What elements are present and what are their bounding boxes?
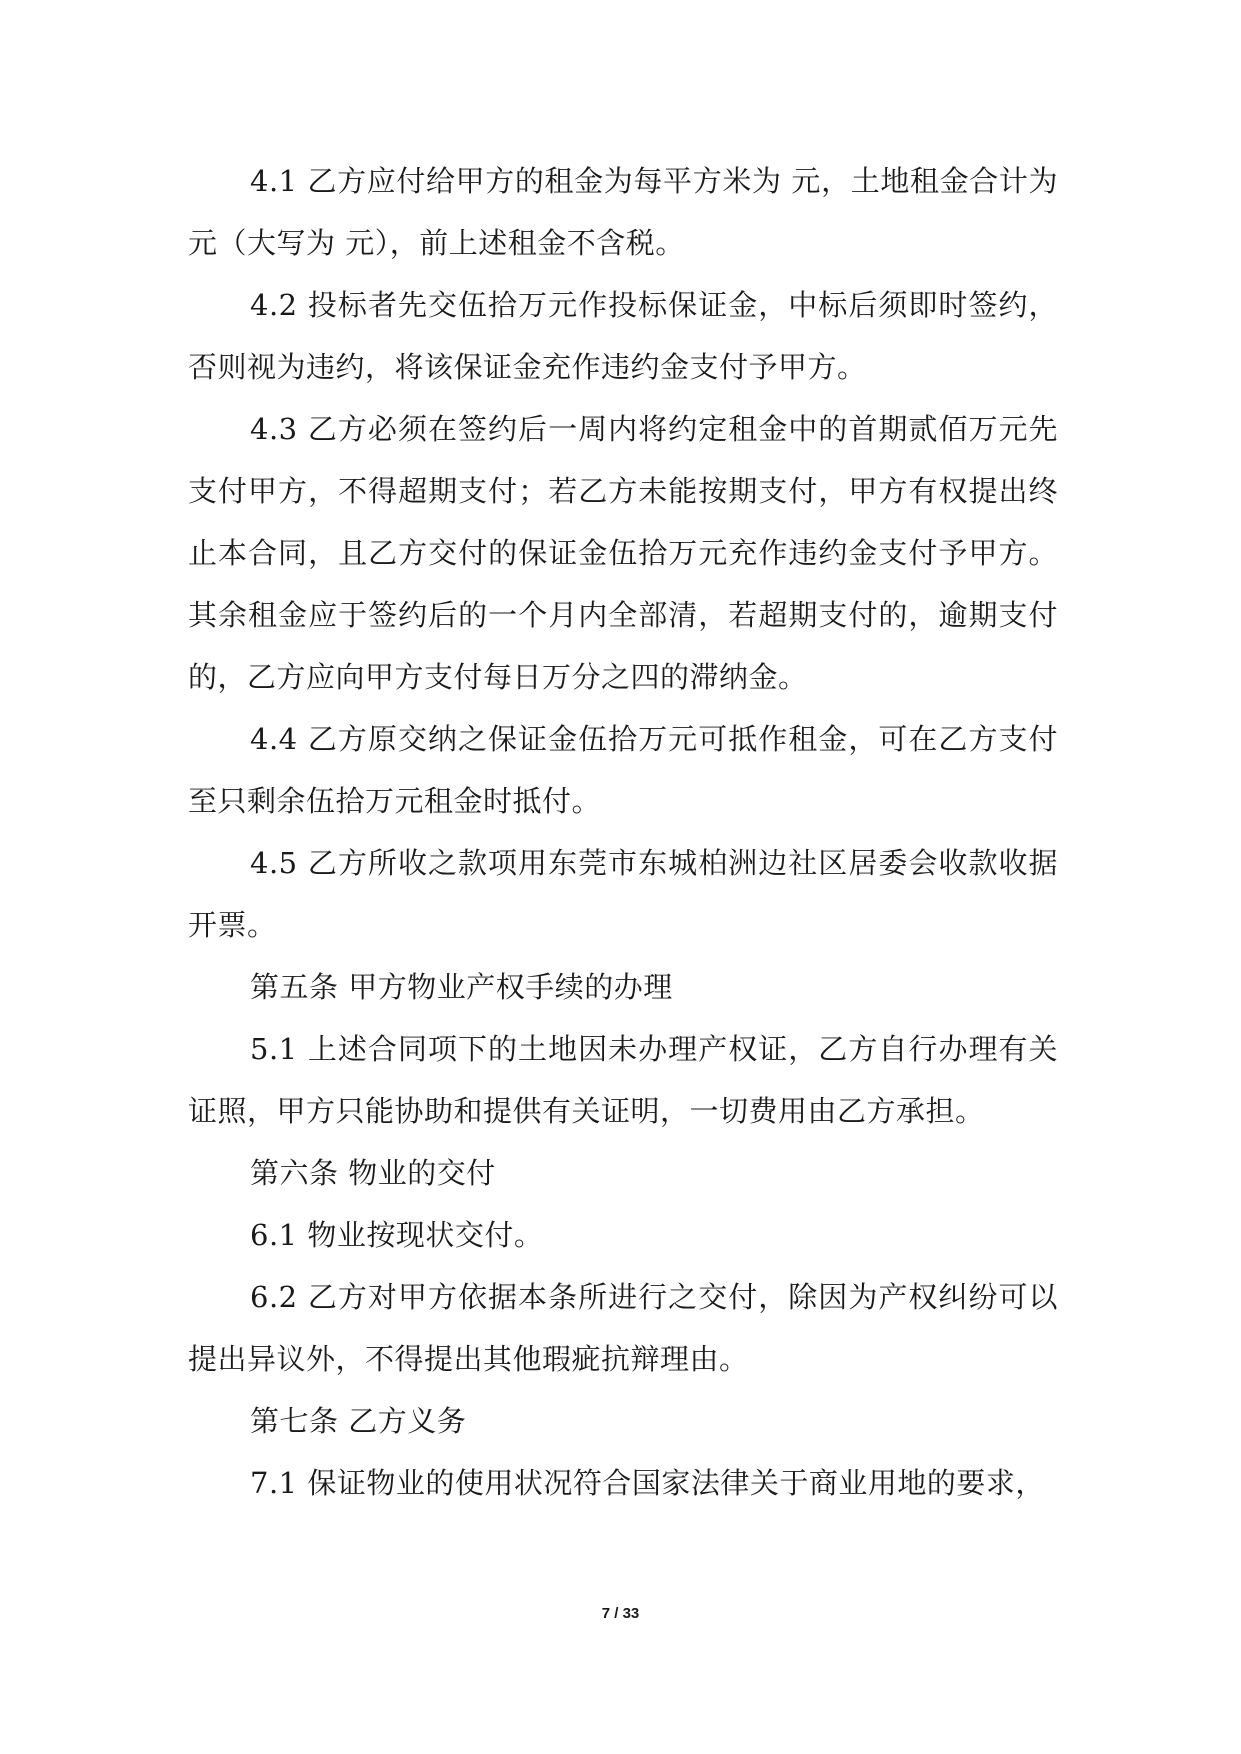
clause-4-4: 4.4 乙方原交纳之保证金伍拾万元可抵作租金，可在乙方支付至只剩余伍拾万元租金时抵付。: [188, 722, 1058, 818]
clause-5-1: 5.1 上述合同项下的土地因未办理产权证，乙方自行办理有关证照，甲方只能协助和提供有关证明，一切费用由乙方承担。: [188, 1032, 1058, 1128]
document-body: [188, 150, 1058, 1514]
clause-4-3: 4.3 乙方必须在签约后一周内将约定租金中的首期贰佰万元先支付甲方，不得超期支付；若乙方未能按期支付，甲方有权提出终止本合同，且乙方交付的保证金伍拾万元充作违约金支付予甲方。其余租金应于签约后的一个月内全部清，若超期支付的，逾期支付的，乙方应向甲方支付每日万分之四的滞纳金。: [188, 412, 1058, 694]
clause-6-2: 6.2 乙方对甲方依据本条所进行之交付，除因为产权纠纷可以提出异议外，不得提出其他瑕疵抗辩理由。: [188, 1280, 1058, 1376]
article-7-heading: 第七条 乙方义务: [250, 1404, 467, 1438]
clause-4-1: 4.1 乙方应付给甲方的租金为每平方米为 元，土地租金合计为 元（大写为 元），前上述租金不含税。: [188, 164, 1058, 260]
clause-4-2: 4.2 投标者先交伍拾万元作投标保证金，中标后须即时签约，否则视为违约，将该保证金充作违约金支付予甲方。: [188, 288, 1058, 384]
article-5-heading: 第五条 甲方物业产权手续的办理: [250, 970, 673, 1004]
clause-4-5: 4.5 乙方所收之款项用东莞市东城柏洲边社区居委会收款收据开票。: [188, 846, 1058, 942]
page-number: 7 / 33: [601, 1605, 640, 1622]
article-6-heading: 第六条 物业的交付: [250, 1156, 496, 1190]
clause-6-1: 6.1 物业按现状交付。: [250, 1218, 544, 1252]
clause-7-1: 7.1 保证物业的使用状况符合国家法律关于商业用地的要求，: [250, 1466, 1045, 1500]
